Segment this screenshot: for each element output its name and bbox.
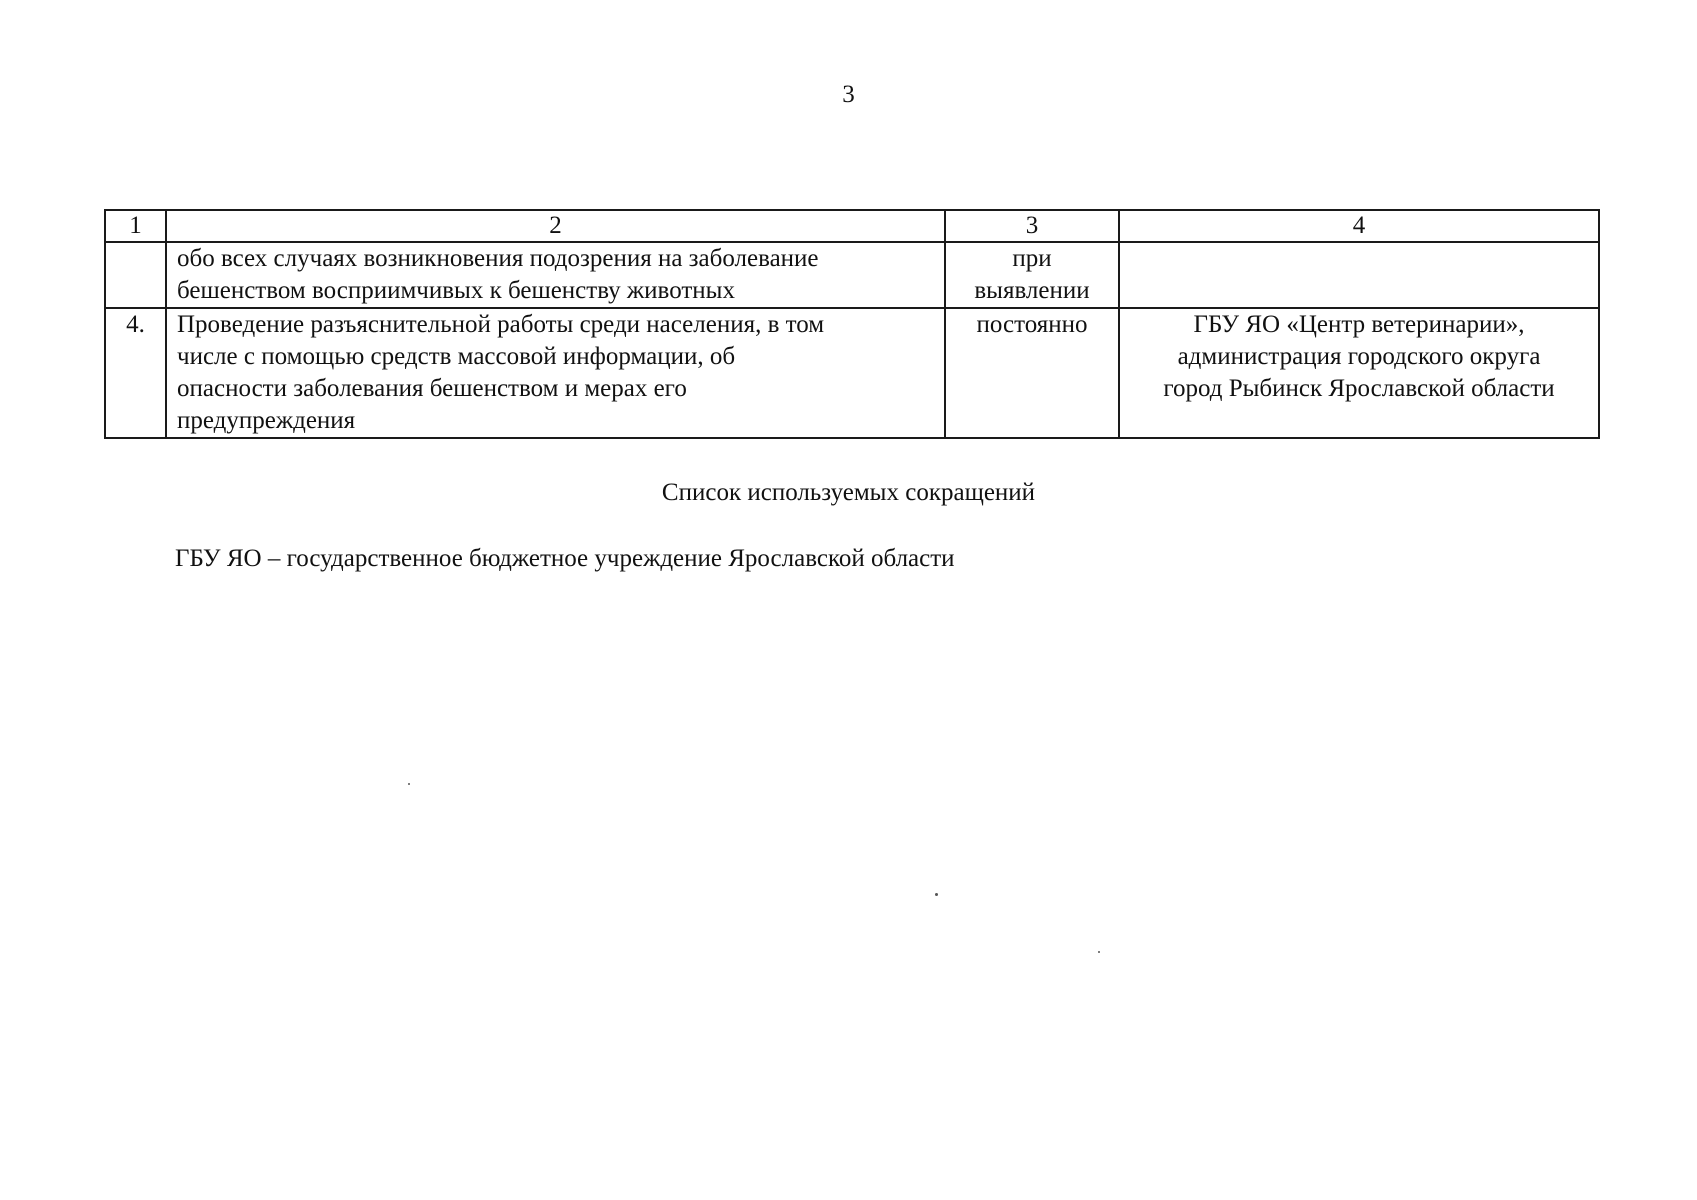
description-line: предупреждения: [177, 407, 356, 434]
description-line: опасности заболевания бешенством и мерах его: [177, 375, 687, 402]
responsible-line: администрация городского округа: [1177, 343, 1541, 370]
scan-speck: [408, 783, 410, 785]
responsible-cell: [1119, 242, 1599, 308]
page-number: 3: [842, 81, 855, 108]
responsible-line: город Рыбинск Ярославской области: [1163, 375, 1555, 402]
header-cell-1: 1: [105, 210, 166, 242]
abbreviations-title: Список используемых сокращений: [661, 479, 1036, 506]
term-cell: [945, 242, 1119, 308]
scan-speck: [1098, 951, 1100, 953]
description-line: обо всех случаях возникновения подозрения на заболевание: [177, 245, 819, 272]
term-line: постоянно: [976, 311, 1088, 338]
header-cell-3: 3: [945, 210, 1119, 242]
term-line: при: [1012, 245, 1052, 272]
scan-speck: [935, 893, 938, 896]
table-header-row: [105, 210, 1599, 242]
row-number-cell: 4.: [105, 308, 166, 438]
responsible-cell: [1119, 308, 1599, 438]
term-cell: [945, 308, 1119, 438]
header-cell-4: 4: [1119, 210, 1599, 242]
header-cell-2: 2: [166, 210, 945, 242]
table-row: [105, 308, 1599, 438]
table-row: [105, 242, 1599, 308]
responsible-line: ГБУ ЯО «Центр ветеринарии»,: [1193, 311, 1525, 338]
description-cell: [166, 308, 945, 438]
description-line: бешенством восприимчивых к бешенству животных: [177, 277, 735, 304]
measures-table: [104, 209, 1600, 439]
description-line: Проведение разъяснительной работы среди населения, в том: [177, 311, 825, 338]
description-line: числе с помощью средств массовой информации, об: [177, 343, 736, 370]
abbreviation-item: ГБУ ЯО – государственное бюджетное учреждение Ярославской области: [175, 545, 955, 572]
row-number-cell: [105, 242, 166, 308]
term-line: выявлении: [974, 277, 1090, 304]
description-cell: [166, 242, 945, 308]
